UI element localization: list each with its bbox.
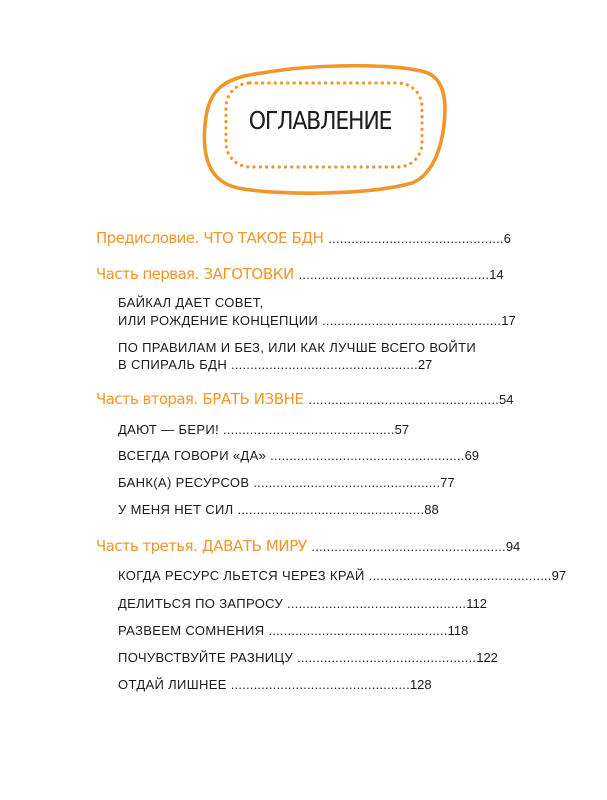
toc-chapter-title: ПО ПРАВИЛАМ И БЕЗ, ИЛИ КАК ЛУЧШЕ ВСЕГО ВОЙТИ bbox=[118, 340, 477, 355]
toc-entry-chapter[interactable] bbox=[118, 569, 566, 582]
toc-entry-chapter[interactable] bbox=[118, 624, 468, 637]
toc-part-title: ЗАГОТОВКИ bbox=[203, 265, 294, 283]
toc-page-number: 57 bbox=[394, 422, 410, 437]
toc-entry-part-3[interactable] bbox=[96, 539, 520, 554]
toc-entry-chapter-cont[interactable] bbox=[118, 358, 432, 371]
toc-chapter-title: БАНК(А) РЕСУРСОВ bbox=[118, 475, 250, 490]
toc-leader: ............................................... bbox=[268, 623, 448, 638]
toc-chapter-title: ПОЧУВСТВУЙТЕ РАЗНИЦУ bbox=[118, 650, 294, 665]
toc-page-number: 112 bbox=[466, 596, 487, 611]
toc-chapter-title: РАЗВЕЕМ СОМНЕНИЯ bbox=[118, 623, 265, 638]
toc-page-number: 122 bbox=[476, 650, 498, 665]
toc-chapter-title: КОГДА РЕСУРС ЛЬЕТСЯ ЧЕРЕЗ КРАЙ bbox=[118, 568, 365, 583]
toc-page-number: 27 bbox=[417, 357, 433, 372]
toc-entry-chapter[interactable] bbox=[118, 449, 479, 462]
toc-part-title: ЧТО ТАКОЕ БДН bbox=[203, 229, 324, 247]
toc-page-number: 118 bbox=[447, 623, 469, 638]
toc-entry-chapter-cont[interactable] bbox=[118, 314, 516, 327]
toc-chapter-title: ОТДАЙ ЛИШНЕЕ bbox=[118, 677, 227, 692]
page-title: ОГЛАВЛЕНИЕ bbox=[248, 106, 392, 135]
toc-entry-chapter[interactable] bbox=[118, 651, 498, 664]
toc-entry-chapter[interactable] bbox=[118, 296, 264, 309]
toc-leader: ............................................... bbox=[287, 596, 467, 611]
toc-chapter-title: ИЛИ РОЖДЕНИЕ КОНЦЕПЦИИ bbox=[118, 313, 319, 328]
toc-part-title: ДАВАТЬ МИРУ bbox=[201, 537, 307, 555]
toc-entry-chapter[interactable] bbox=[118, 503, 439, 516]
toc-entry-chapter[interactable] bbox=[118, 423, 409, 436]
toc-leader: .............................................. bbox=[328, 231, 504, 246]
toc-entry-part-2[interactable] bbox=[96, 392, 513, 407]
toc-page-number: 94 bbox=[505, 539, 521, 554]
toc-leader: .................................................. bbox=[298, 267, 490, 282]
toc-entry-part-1[interactable] bbox=[96, 267, 504, 282]
toc-leader: ................................................. bbox=[253, 475, 441, 490]
toc-leader: .................................................. bbox=[308, 392, 499, 407]
toc-leader: ................................................. bbox=[237, 502, 425, 517]
toc-chapter-title: В СПИРАЛЬ БДН bbox=[118, 357, 228, 372]
toc-page-number: 69 bbox=[464, 448, 480, 463]
toc-page-number: 6 bbox=[503, 231, 511, 246]
toc-page-number: 14 bbox=[489, 267, 504, 282]
toc-part-label: Часть третья. bbox=[96, 537, 198, 555]
toc-leader: ................................................. bbox=[231, 357, 418, 372]
toc-chapter-title: ДЕЛИТЬСЯ ПО ЗАПРОСУ bbox=[118, 596, 284, 611]
toc-leader: ................................................ bbox=[368, 568, 552, 583]
toc-leader: ................................................... bbox=[311, 539, 506, 554]
toc-page-number: 17 bbox=[501, 313, 516, 328]
toc-leader: ............................................... bbox=[297, 650, 477, 665]
toc-entry-chapter[interactable] bbox=[118, 341, 476, 354]
toc-leader: ............................................... bbox=[322, 313, 502, 328]
toc-page-number: 88 bbox=[424, 502, 439, 517]
toc-leader: ............................................. bbox=[223, 422, 395, 437]
toc-chapter-title: ВСЕГДА ГОВОРИ «ДА» bbox=[118, 448, 267, 463]
toc-chapter-title: У МЕНЯ НЕТ СИЛ bbox=[118, 502, 234, 517]
toc-chapter-title: БАЙКАЛ ДАЕТ СОВЕТ, bbox=[118, 295, 264, 310]
toc-part-label: Часть первая. bbox=[96, 265, 199, 283]
toc-entry-chapter[interactable] bbox=[118, 597, 487, 610]
toc-leader: ................................................... bbox=[270, 448, 465, 463]
toc-entry-chapter[interactable] bbox=[118, 678, 432, 691]
toc-part-title: БРАТЬ ИЗВНЕ bbox=[202, 390, 304, 408]
toc-page-number: 54 bbox=[499, 392, 514, 407]
toc-part-label: Предисловие. bbox=[96, 229, 199, 247]
toc-page-number: 97 bbox=[551, 568, 567, 583]
toc-entry-chapter[interactable] bbox=[118, 476, 455, 489]
toc-part-label: Часть вторая. bbox=[96, 390, 198, 408]
toc-page-number: 128 bbox=[409, 677, 432, 692]
toc-entry-preface[interactable] bbox=[96, 231, 511, 246]
toc-leader: ............................................... bbox=[230, 677, 410, 692]
toc-page-number: 77 bbox=[440, 475, 455, 490]
toc-chapter-title: ДАЮТ — БЕРИ! bbox=[118, 422, 220, 437]
